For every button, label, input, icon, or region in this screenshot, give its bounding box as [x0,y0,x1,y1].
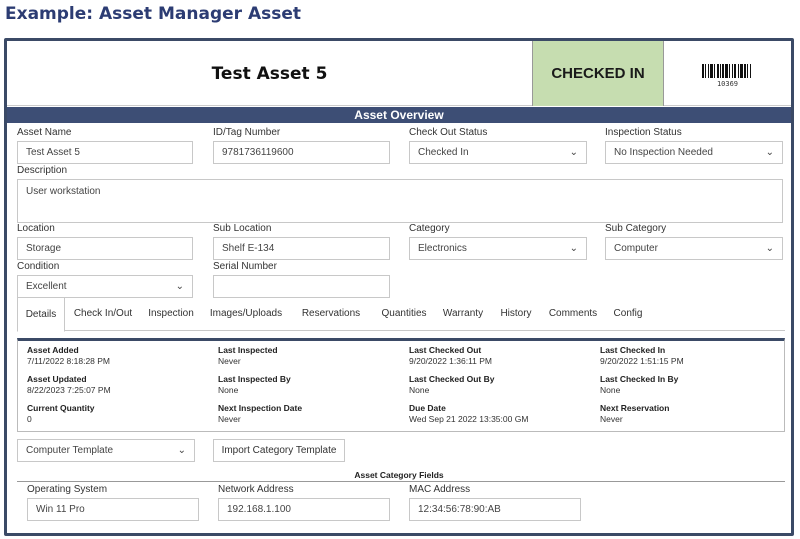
inspection-status-select[interactable] [605,141,783,164]
tab-warranty[interactable]: Warranty [442,308,484,319]
sub-category-select[interactable] [605,237,783,260]
inspection-status-group [605,127,783,164]
description-textarea[interactable] [17,179,783,223]
tab-reservations[interactable]: Reservations [301,308,361,319]
barcode-bars [702,64,753,78]
asset-name-group [17,127,193,164]
description-value: User workstation [26,186,101,197]
serial-number-input[interactable] [213,275,390,298]
due-date-value: Wed Sep 21 2022 13:35:00 GM [409,414,529,424]
condition-value: Excellent [26,281,67,292]
chevron-down-icon: ⌄ [177,445,186,456]
mac-address-value: 12:34:56:78:90:AB [418,504,501,515]
last-checked-out [409,345,492,367]
last-inspected-by-label: Last Inspected By [218,374,291,384]
id-tag-input[interactable] [213,141,390,164]
asset-title: Test Asset 5 [211,63,328,84]
last-checked-in-by [600,374,678,396]
last-inspected [218,345,278,367]
tab-images-uploads[interactable]: Images/Uploads [209,308,283,319]
location-group [17,223,193,260]
status-badge: CHECKED IN [532,41,664,106]
tab-history[interactable]: History [500,308,532,319]
sub-location-label: Sub Location [213,223,272,234]
condition-group [17,261,193,298]
category-select[interactable] [409,237,587,260]
location-label: Location [17,223,55,234]
next-inspection-date [218,403,302,425]
next-inspection-date-label: Next Inspection Date [218,403,303,413]
asset-updated [27,374,111,396]
import-category-template-button[interactable]: Import Category Template [213,439,345,462]
operating-system-input[interactable] [27,498,199,521]
inspection-status-label: Inspection Status [605,127,682,138]
next-reservation-label: Next Reservation [600,403,670,413]
check-out-status-label: Check Out Status [409,127,488,138]
asset-name-input[interactable] [17,141,193,164]
sub-category-group [605,223,783,260]
inspection-status-value: No Inspection Needed [614,147,713,158]
barcode [664,41,791,106]
sub-location-input[interactable] [213,237,390,260]
asset-name-value: Test Asset 5 [26,147,80,158]
network-address-group [218,484,390,521]
id-tag-group [213,127,390,164]
check-out-status-select[interactable] [409,141,587,164]
chevron-down-icon: ⌄ [765,243,774,254]
last-checked-in-by-label: Last Checked In By [600,374,679,384]
network-address-value: 192.168.1.100 [227,504,291,515]
tab-config[interactable]: Config [613,308,643,319]
location-input[interactable] [17,237,193,260]
asset-added-value: 7/11/2022 8:18:28 PM [27,356,111,366]
operating-system-value: Win 11 Pro [36,504,85,515]
asset-updated-value: 8/22/2023 7:25:07 PM [27,385,111,395]
asset-updated-label: Asset Updated [27,374,87,384]
last-checked-out-value: 9/20/2022 1:36:11 PM [409,356,493,366]
operating-system-label: Operating System [27,484,108,495]
location-value: Storage [26,243,62,254]
last-inspected-by [218,374,291,396]
sub-location-group [213,223,390,260]
check-out-status-value: Checked In [418,147,469,158]
category-label: Category [409,223,450,234]
check-out-status-group [409,127,587,164]
category-group [409,223,587,260]
current-quantity [27,403,95,425]
last-checked-out-by-label: Last Checked Out By [409,374,495,384]
condition-select[interactable] [17,275,193,298]
sub-category-label: Sub Category [605,223,667,234]
serial-number-label: Serial Number [213,261,277,272]
description-group [17,165,783,223]
category-fields-heading: Asset Category Fields [354,470,444,480]
operating-system-group [27,484,199,521]
tab-comments[interactable]: Comments [548,308,598,319]
mac-address-input[interactable] [409,498,581,521]
chevron-down-icon: ⌄ [765,147,774,158]
last-checked-out-by [409,374,495,396]
sub-category-value: Computer [614,243,658,254]
last-checked-in-value: 9/20/2022 1:51:15 PM [600,356,684,366]
sub-location-value: Shelf E-134 [222,243,275,254]
last-checked-in-by-value: None [600,385,621,395]
id-tag-value: 9781736119600 [222,147,294,158]
tab-quantities[interactable]: Quantities [381,308,427,319]
tab-bar [17,297,785,331]
mac-address-label: MAC Address [409,484,471,495]
last-checked-out-label: Last Checked Out [409,345,482,355]
description-label: Description [17,165,68,176]
tab-check-in-out[interactable]: Check In/Out [73,308,133,319]
last-inspected-label: Last Inspected [218,345,278,355]
asset-added [27,345,110,367]
network-address-input[interactable] [218,498,390,521]
tab-inspection[interactable]: Inspection [148,308,194,319]
template-select-value: Computer Template [26,445,114,456]
category-value: Electronics [418,243,467,254]
template-select[interactable] [17,439,195,462]
asset-frame [4,38,794,536]
id-tag-label: ID/Tag Number [213,127,281,138]
chevron-down-icon: ⌄ [569,243,578,254]
last-checked-in-label: Last Checked In [600,345,666,355]
last-inspected-value: Never [218,356,241,366]
chevron-down-icon: ⌄ [569,147,578,158]
asset-added-label: Asset Added [27,345,79,355]
last-inspected-by-value: None [218,385,239,395]
chevron-down-icon: ⌄ [175,281,184,292]
tab-details[interactable]: Details [17,297,65,332]
condition-label: Condition [17,261,60,272]
section-title: Asset Overview [7,107,791,123]
details-panel [17,338,785,432]
due-date-label: Due Date [409,403,446,413]
last-checked-in [600,345,684,367]
due-date [409,403,528,425]
current-quantity-label: Current Quantity [27,403,95,413]
mac-address-group [409,484,581,521]
last-checked-out-by-value: None [409,385,430,395]
serial-number-group [213,261,390,298]
page-heading: Example: Asset Manager Asset [5,4,301,24]
barcode-number: 10369 [716,79,739,88]
next-reservation [600,403,669,425]
asset-header [7,41,791,106]
current-quantity-value: 0 [27,414,32,424]
next-inspection-date-value: Never [218,414,241,424]
asset-name-label: Asset Name [17,127,72,138]
network-address-label: Network Address [218,484,294,495]
next-reservation-value: Never [600,414,623,424]
